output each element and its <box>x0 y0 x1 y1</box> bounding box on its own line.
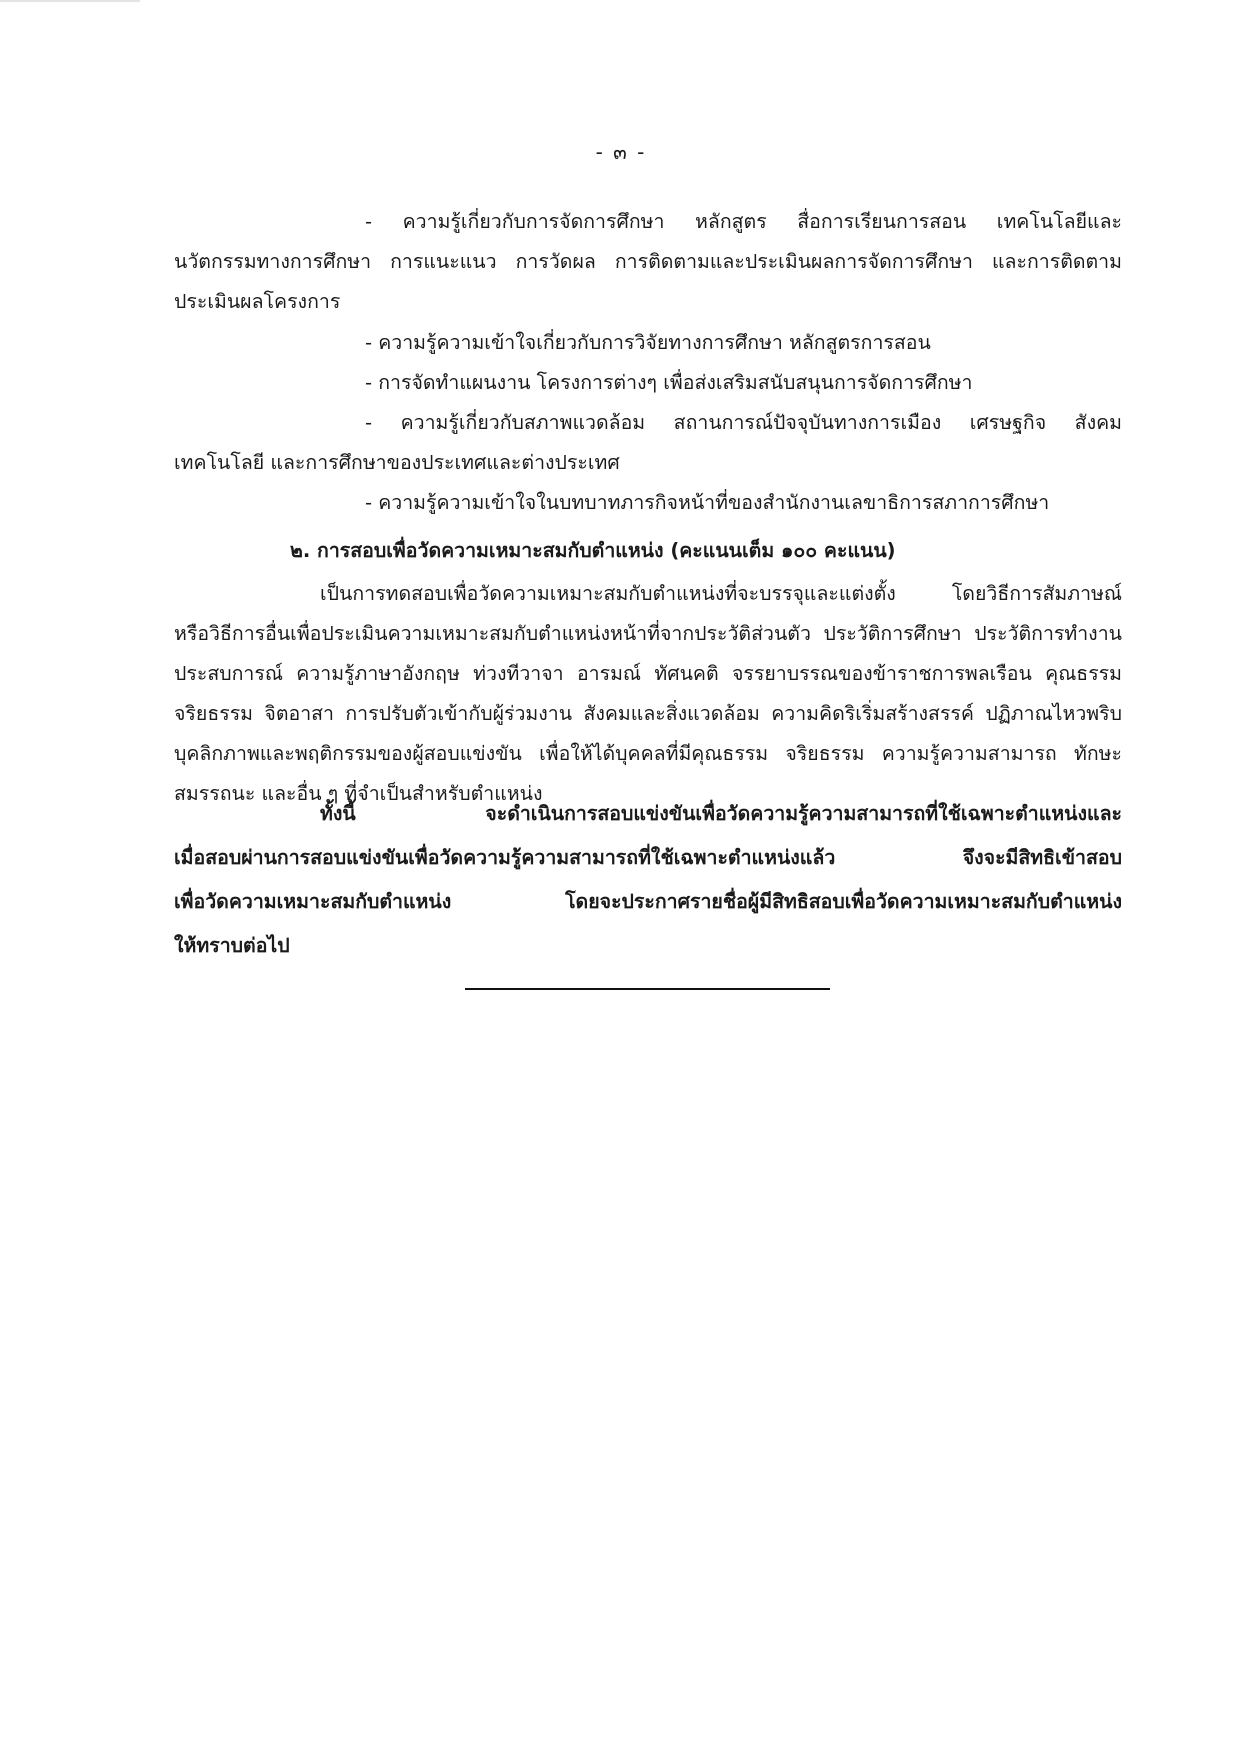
paragraph-line: เป็นการทดสอบเพื่อวัดความเหมาะสมกับตำแหน่งที่จะบรรจุและแต่งตั้ง โดยวิธีการสัมภาษณ์ <box>320 582 1122 605</box>
paragraph-line: หรือวิธีการอื่นเพื่อประเมินความเหมาะสมกับตำแหน่งหน้าที่จากประวัติส่วนตัว ประวัติการศึกษา ประวัติการทำงาน <box>174 622 1122 645</box>
closing-line: เพื่อวัดความเหมาะสมกับตำแหน่ง โดยจะประกาศรายชื่อผู้มีสิทธิสอบเพื่อวัดความเหมาะสมกับตำแหน่ง <box>174 890 1122 913</box>
list-item-planning-projects: - การจัดทำแผนงาน โครงการต่างๆ เพื่อส่งเสริมสนับสนุนการจัดการศึกษา <box>365 371 973 394</box>
list-item-environment-line-1: - ความรู้เกี่ยวกับสภาพแวดล้อม สถานการณ์ปัจจุบันทางการเมือง เศรษฐกิจ สังคม <box>365 411 1122 434</box>
paragraph-line: สมรรถนะ และอื่น ๆ ที่จำเป็นสำหรับตำแหน่ง <box>174 782 543 805</box>
section-heading-suitability-exam: ๒. การสอบเพื่อวัดความเหมาะสมกับตำแหน่ง (คะแนนเต็ม ๑๐๐ คะแนน) <box>290 539 896 562</box>
list-item-education-research: - ความรู้ความเข้าใจเกี่ยวกับการวิจัยทางการศึกษา หลักสูตรการสอน <box>365 331 931 354</box>
paragraph-line: ประสบการณ์ ความรู้ภาษาอังกฤษ ท่วงทีวาจา อารมณ์ ทัศนคติ จรรยาบรรณของข้าราชการพลเรือน คุณธรรม <box>174 662 1122 685</box>
paragraph-line: บุคลิกภาพและพฤติกรรมของผู้สอบแข่งขัน เพื่อให้ได้บุคคลที่มีคุณธรรม จริยธรรม ความรู้ความสามารถ ทักษะ <box>174 742 1122 765</box>
list-item-education-management-line-3: ประเมินผลโครงการ <box>174 290 341 313</box>
closing-line: เมื่อสอบผ่านการสอบแข่งขันเพื่อวัดความรู้ความสามารถที่ใช้เฉพาะตำแหน่งแล้ว จึงจะมีสิทธิเข้าสอบ <box>174 846 1122 869</box>
closing-line: ทั้งนี้ จะดำเนินการสอบแข่งขันเพื่อวัดความรู้ความสามารถที่ใช้เฉพาะตำแหน่งและ <box>320 802 1122 825</box>
list-item-office-role: - ความรู้ความเข้าใจในบทบาทภารกิจหน้าที่ของสำนักงานเลขาธิการสภาการศึกษา <box>365 491 1050 514</box>
page-number: - ๓ - <box>595 140 647 164</box>
list-item-education-management-line-2: นวัตกรรมทางการศึกษา การแนะแนว การวัดผล การติดตามและประเมินผลการจัดการศึกษา และการติดตาม <box>174 250 1122 273</box>
list-item-environment-line-2: เทคโนโลยี และการศึกษาของประเทศและต่างประเทศ <box>174 451 620 474</box>
end-of-document-rule <box>465 988 830 990</box>
closing-line: ให้ทราบต่อไป <box>174 934 290 957</box>
list-item-education-management-line-1: - ความรู้เกี่ยวกับการจัดการศึกษา หลักสูตร สื่อการเรียนการสอน เทคโนโลยีและ <box>365 210 1122 233</box>
paragraph-line: จริยธรรม จิตอาสา การปรับตัวเข้ากับผู้ร่วมงาน สังคมและสิ่งแวดล้อม ความคิดริเริ่มสร้างสรรค์ ปฏิภาณไหวพริบ <box>174 702 1122 725</box>
scan-edge-mark <box>0 0 140 2</box>
